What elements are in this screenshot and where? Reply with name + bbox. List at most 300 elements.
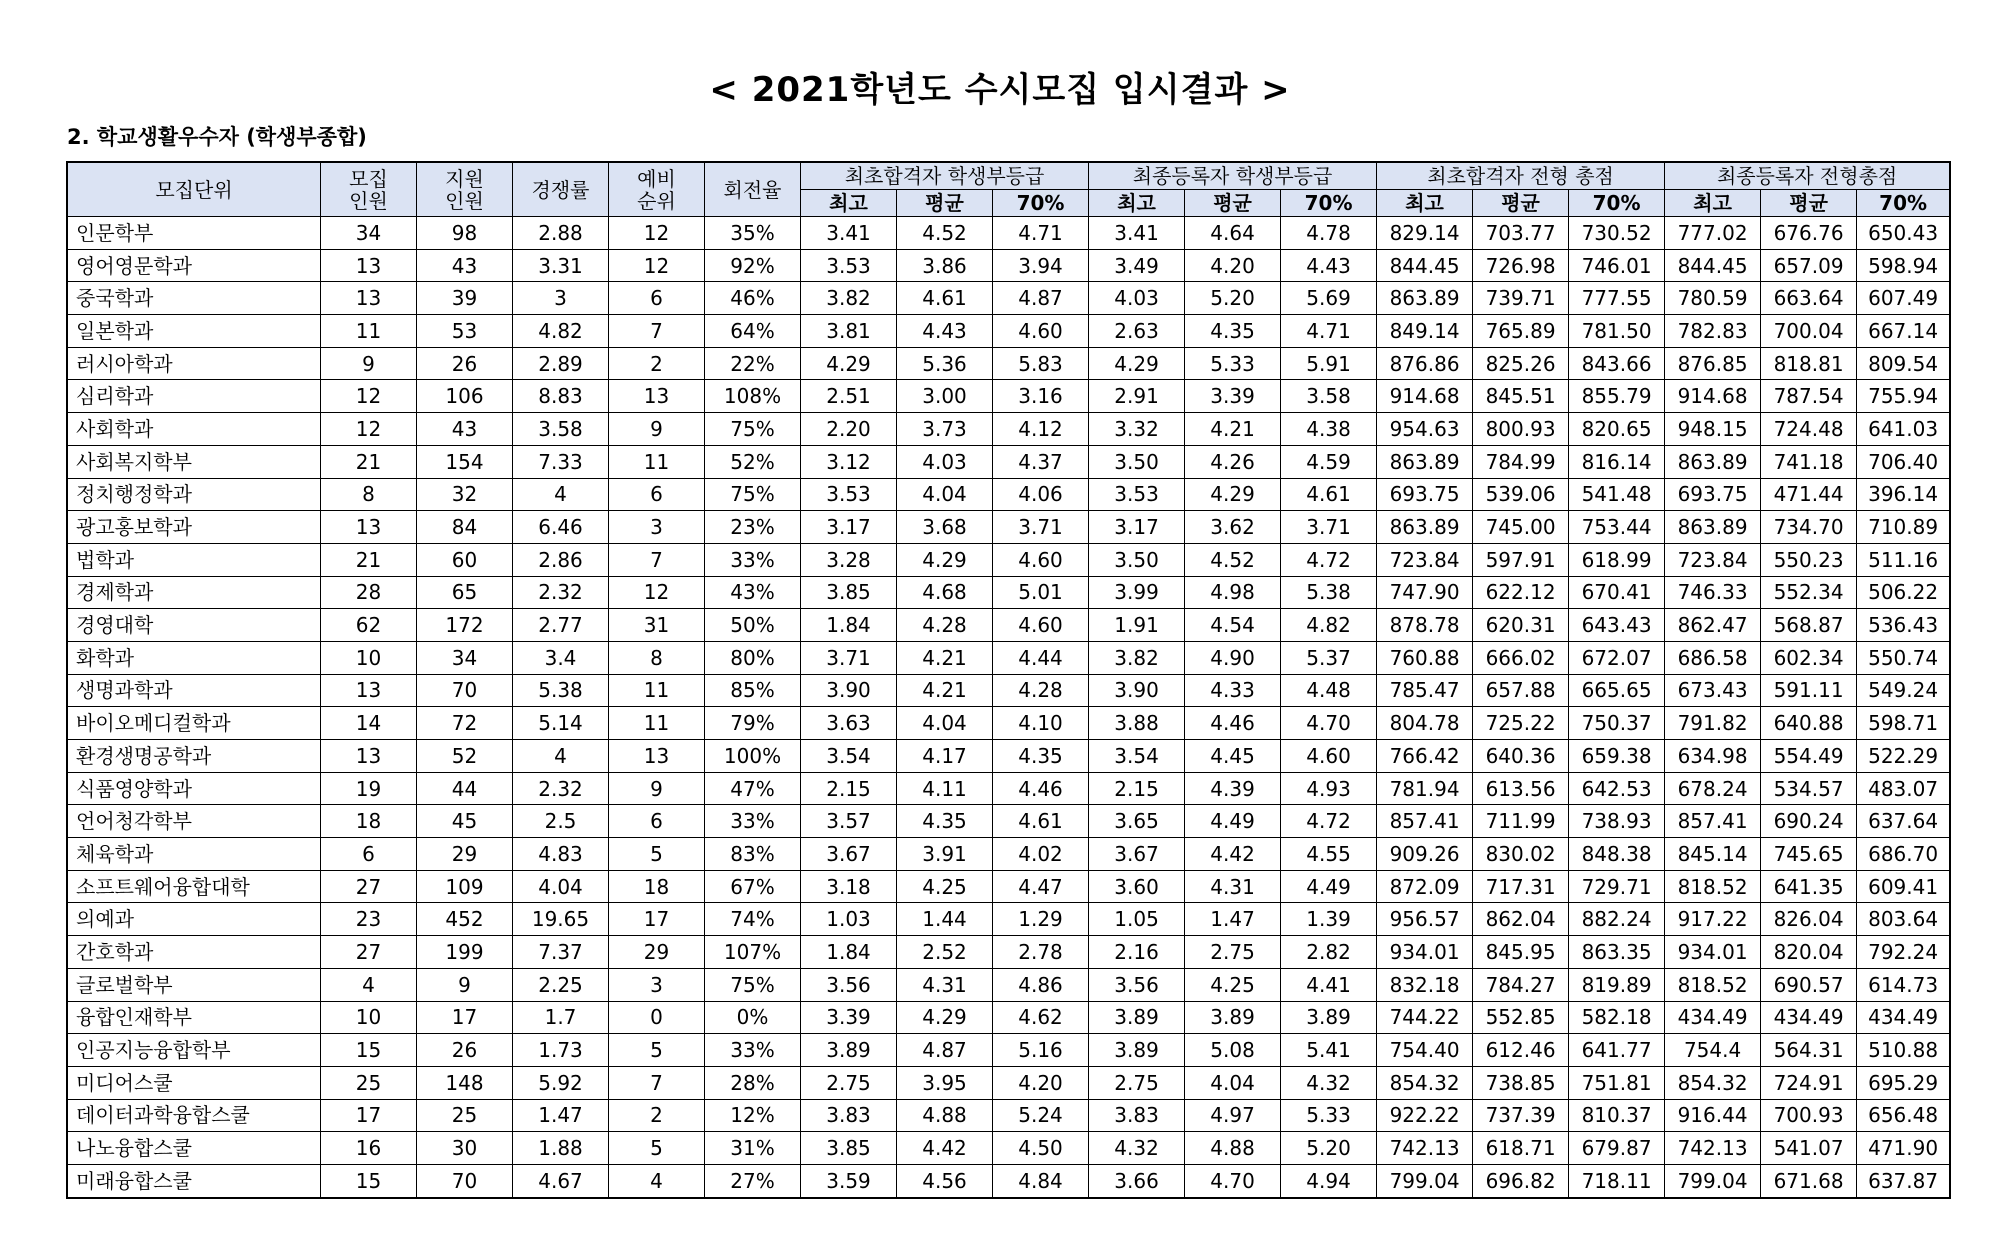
table-cell: 784.99	[1473, 445, 1569, 478]
table-cell: 781.94	[1377, 772, 1473, 805]
table-cell: 18	[609, 870, 705, 903]
table-cell: 28%	[705, 1066, 801, 1099]
table-row	[68, 249, 1950, 282]
table-cell: 4.28	[897, 609, 993, 642]
table-row	[68, 1066, 1950, 1099]
table-cell: 785.47	[1377, 674, 1473, 707]
table-cell: 2.82	[1281, 936, 1377, 969]
table-cell: 4.70	[1281, 707, 1377, 740]
table-cell: 2.15	[1089, 772, 1185, 805]
table-cell: 17	[321, 1099, 417, 1132]
table-cell: 50%	[705, 609, 801, 642]
header-sub-max: 최고	[1089, 190, 1185, 217]
table-cell: 670.41	[1569, 576, 1665, 609]
table-cell: 3.56	[801, 968, 897, 1001]
table-cell: 7.37	[513, 936, 609, 969]
table-cell: 79%	[705, 707, 801, 740]
table-cell: 4.03	[897, 445, 993, 478]
table-row	[68, 1099, 1950, 1132]
table-cell: 706.40	[1857, 445, 1950, 478]
table-cell: 4.72	[1281, 805, 1377, 838]
header-sub-70: 70%	[1281, 190, 1377, 217]
table-cell: 3.12	[801, 445, 897, 478]
table-cell: 2.75	[1185, 936, 1281, 969]
table-cell: 7	[609, 1066, 705, 1099]
table-cell: 723.84	[1377, 543, 1473, 576]
table-cell: 750.37	[1569, 707, 1665, 740]
table-cell: 665.65	[1569, 674, 1665, 707]
table-cell: 3.82	[801, 282, 897, 315]
table-cell: 4.29	[1089, 347, 1185, 380]
table-cell: 1.05	[1089, 903, 1185, 936]
header-applicants	[417, 163, 513, 217]
table-cell: 554.49	[1761, 740, 1857, 773]
table-cell: 3.58	[1281, 380, 1377, 413]
table-cell: 13	[609, 380, 705, 413]
table-cell: 4.94	[1281, 1164, 1377, 1197]
header-rotation: 회전율	[705, 163, 801, 217]
table-cell: 3.17	[1089, 511, 1185, 544]
table-cell-unit: 융합인재학부	[68, 1001, 321, 1034]
table-cell: 717.31	[1473, 870, 1569, 903]
table-cell: 738.85	[1473, 1066, 1569, 1099]
table-cell: 60	[417, 543, 513, 576]
table-cell: 686.70	[1857, 838, 1950, 871]
table-cell: 62	[321, 609, 417, 642]
table-cell: 26	[417, 347, 513, 380]
table-cell: 582.18	[1569, 1001, 1665, 1034]
table-cell-unit: 체육학과	[68, 838, 321, 871]
table-cell: 741.18	[1761, 445, 1857, 478]
table-cell: 718.11	[1569, 1164, 1665, 1197]
table-cell: 7	[609, 315, 705, 348]
table-cell: 711.99	[1473, 805, 1569, 838]
table-cell: 659.38	[1569, 740, 1665, 773]
table-cell: 799.04	[1377, 1164, 1473, 1197]
table-cell: 154	[417, 445, 513, 478]
table-cell: 3.95	[897, 1066, 993, 1099]
table-cell: 746.33	[1665, 576, 1761, 609]
table-cell: 4	[609, 1164, 705, 1197]
table-cell: 849.14	[1377, 315, 1473, 348]
table-cell: 12	[609, 217, 705, 250]
table-cell: 5.14	[513, 707, 609, 740]
table-cell: 2.89	[513, 347, 609, 380]
table-cell: 642.53	[1569, 772, 1665, 805]
table-cell: 2.86	[513, 543, 609, 576]
table-cell: 29	[417, 838, 513, 871]
table-row	[68, 674, 1950, 707]
table-cell: 602.34	[1761, 641, 1857, 674]
table-cell: 52%	[705, 445, 801, 478]
table-cell-unit: 소프트웨어융합대학	[68, 870, 321, 903]
table-cell-unit: 글로벌학부	[68, 968, 321, 1001]
table-cell: 9	[417, 968, 513, 1001]
table-cell: 818.52	[1665, 968, 1761, 1001]
table-cell: 0	[609, 1001, 705, 1034]
table-cell: 730.52	[1569, 217, 1665, 250]
table-row	[68, 1132, 1950, 1165]
table-cell: 863.35	[1569, 936, 1665, 969]
table-cell: 4.55	[1281, 838, 1377, 871]
table-cell: 618.99	[1569, 543, 1665, 576]
table-cell: 3.81	[801, 315, 897, 348]
table-cell: 31	[609, 609, 705, 642]
table-cell: 765.89	[1473, 315, 1569, 348]
table-cell: 3.85	[801, 1132, 897, 1165]
table-cell: 4.42	[897, 1132, 993, 1165]
table-cell: 7	[609, 543, 705, 576]
section-subtitle: 2. 학교생활우수자 (학생부종합)	[67, 125, 367, 149]
table-cell-unit: 화학과	[68, 641, 321, 674]
table-cell: 510.88	[1857, 1034, 1950, 1067]
table-cell: 876.86	[1377, 347, 1473, 380]
table-cell: 4.17	[897, 740, 993, 773]
table-cell: 4.52	[897, 217, 993, 250]
table-cell: 3.56	[1089, 968, 1185, 1001]
table-cell: 541.48	[1569, 478, 1665, 511]
table-cell: 745.65	[1761, 838, 1857, 871]
table-cell: 4.43	[897, 315, 993, 348]
table-row	[68, 445, 1950, 478]
table-cell: 12	[321, 380, 417, 413]
table-cell: 2	[609, 1099, 705, 1132]
table-cell: 703.77	[1473, 217, 1569, 250]
table-cell: 109	[417, 870, 513, 903]
header-sub-max: 최고	[801, 190, 897, 217]
table-cell: 3.86	[897, 249, 993, 282]
table-cell-unit: 미디어스쿨	[68, 1066, 321, 1099]
table-cell: 3.50	[1089, 543, 1185, 576]
table-cell: 5.36	[897, 347, 993, 380]
table-cell: 777.55	[1569, 282, 1665, 315]
table-cell: 46%	[705, 282, 801, 315]
table-cell: 4.32	[1089, 1132, 1185, 1165]
table-cell: 800.93	[1473, 413, 1569, 446]
table-cell: 12%	[705, 1099, 801, 1132]
table-cell: 777.02	[1665, 217, 1761, 250]
table-cell: 33%	[705, 1034, 801, 1067]
table-cell: 948.15	[1665, 413, 1761, 446]
table-cell-unit: 미래융합스쿨	[68, 1164, 321, 1197]
table-cell-unit: 생명과학과	[68, 674, 321, 707]
table-cell: 782.83	[1665, 315, 1761, 348]
table-cell: 4.68	[897, 576, 993, 609]
table-cell: 4.82	[513, 315, 609, 348]
table-cell: 5.20	[1281, 1132, 1377, 1165]
table-cell: 4.46	[1185, 707, 1281, 740]
table-cell: 5.92	[513, 1066, 609, 1099]
table-cell: 671.68	[1761, 1164, 1857, 1197]
table-cell: 2.75	[1089, 1066, 1185, 1099]
table-cell: 2.88	[513, 217, 609, 250]
table-cell: 695.29	[1857, 1066, 1950, 1099]
table-cell: 5.33	[1185, 347, 1281, 380]
table-cell: 5.69	[1281, 282, 1377, 315]
table-cell: 434.49	[1665, 1001, 1761, 1034]
table-cell: 1.84	[801, 936, 897, 969]
table-cell: 614.73	[1857, 968, 1950, 1001]
table-body	[68, 217, 1950, 1198]
table-cell: 108%	[705, 380, 801, 413]
table-cell: 690.24	[1761, 805, 1857, 838]
table-cell: 3.68	[897, 511, 993, 544]
table-cell: 6	[609, 282, 705, 315]
table-cell: 4.35	[1185, 315, 1281, 348]
table-cell: 4.06	[993, 478, 1089, 511]
table-cell: 956.57	[1377, 903, 1473, 936]
table-cell: 4.88	[897, 1099, 993, 1132]
table-cell: 804.78	[1377, 707, 1473, 740]
table-cell: 4.70	[1185, 1164, 1281, 1197]
table-cell: 5.20	[1185, 282, 1281, 315]
table-cell: 0%	[705, 1001, 801, 1034]
table-cell: 724.91	[1761, 1066, 1857, 1099]
table-cell: 43	[417, 413, 513, 446]
table-cell: 5.08	[1185, 1034, 1281, 1067]
table-cell: 745.00	[1473, 511, 1569, 544]
table-cell: 591.11	[1761, 674, 1857, 707]
table-cell: 1.47	[1185, 903, 1281, 936]
table-cell: 3.82	[1089, 641, 1185, 674]
table-row	[68, 576, 1950, 609]
table-cell: 5.33	[1281, 1099, 1377, 1132]
table-cell: 12	[609, 576, 705, 609]
table-cell: 2.78	[993, 936, 1089, 969]
table-cell: 45	[417, 805, 513, 838]
table-cell: 818.81	[1761, 347, 1857, 380]
table-cell: 863.89	[1665, 445, 1761, 478]
table-cell: 564.31	[1761, 1034, 1857, 1067]
header-sub-avg: 평균	[1473, 190, 1569, 217]
table-cell: 784.27	[1473, 968, 1569, 1001]
table-cell: 3.39	[801, 1001, 897, 1034]
table-cell: 4.04	[1185, 1066, 1281, 1099]
header-sub-70: 70%	[993, 190, 1089, 217]
table-cell: 1.03	[801, 903, 897, 936]
table-cell: 483.07	[1857, 772, 1950, 805]
table-cell: 3.49	[1089, 249, 1185, 282]
table-cell: 199	[417, 936, 513, 969]
table-row	[68, 838, 1950, 871]
table-cell: 818.52	[1665, 870, 1761, 903]
table-cell: 744.22	[1377, 1001, 1473, 1034]
table-cell: 4.48	[1281, 674, 1377, 707]
table-cell: 754.4	[1665, 1034, 1761, 1067]
table-cell: 799.04	[1665, 1164, 1761, 1197]
table-cell: 539.06	[1473, 478, 1569, 511]
table-cell: 3.54	[801, 740, 897, 773]
table-row	[68, 347, 1950, 380]
table-row	[68, 1001, 1950, 1034]
table-cell: 4.28	[993, 674, 1089, 707]
table-cell: 9	[321, 347, 417, 380]
table-cell: 667.14	[1857, 315, 1950, 348]
table-cell: 729.71	[1569, 870, 1665, 903]
table-cell: 876.85	[1665, 347, 1761, 380]
table-cell: 9	[609, 772, 705, 805]
table-header	[68, 163, 1950, 217]
table-cell: 819.89	[1569, 968, 1665, 1001]
table-cell: 845.14	[1665, 838, 1761, 871]
table-cell: 4.46	[993, 772, 1089, 805]
table-cell: 21	[321, 543, 417, 576]
table-cell: 26	[417, 1034, 513, 1067]
table-cell: 10	[321, 1001, 417, 1034]
table-cell: 13	[321, 249, 417, 282]
table-cell: 4.50	[993, 1132, 1089, 1165]
table-cell: 3.39	[1185, 380, 1281, 413]
table-cell: 4.62	[993, 1001, 1089, 1034]
table-cell: 8	[321, 478, 417, 511]
table-cell: 622.12	[1473, 576, 1569, 609]
table-cell: 18	[321, 805, 417, 838]
table-cell-unit: 간호학과	[68, 936, 321, 969]
table-cell: 3.91	[897, 838, 993, 871]
table-cell-unit: 경영대학	[68, 609, 321, 642]
table-cell: 803.64	[1857, 903, 1950, 936]
table-cell: 13	[321, 511, 417, 544]
table-cell: 23%	[705, 511, 801, 544]
table-cell: 5.37	[1281, 641, 1377, 674]
table-cell: 4.47	[993, 870, 1089, 903]
table-cell: 4.35	[897, 805, 993, 838]
table-cell: 657.09	[1761, 249, 1857, 282]
table-cell: 8	[609, 641, 705, 674]
table-cell: 16	[321, 1132, 417, 1165]
table-cell: 29	[609, 936, 705, 969]
table-cell: 2.75	[801, 1066, 897, 1099]
table-cell: 1.44	[897, 903, 993, 936]
table-cell: 643.43	[1569, 609, 1665, 642]
table-cell: 80%	[705, 641, 801, 674]
table-cell: 780.59	[1665, 282, 1761, 315]
table-cell: 3.28	[801, 543, 897, 576]
table-cell: 3.54	[1089, 740, 1185, 773]
table-cell: 641.35	[1761, 870, 1857, 903]
table-row	[68, 315, 1950, 348]
table-cell: 471.90	[1857, 1132, 1950, 1165]
table-cell: 5.38	[1281, 576, 1377, 609]
table-row	[68, 609, 1950, 642]
table-cell: 4.54	[1185, 609, 1281, 642]
table-cell: 15	[321, 1034, 417, 1067]
table-cell-unit: 중국학과	[68, 282, 321, 315]
table-cell-unit: 인공지능융합학부	[68, 1034, 321, 1067]
table-cell: 47%	[705, 772, 801, 805]
table-cell: 25	[321, 1066, 417, 1099]
table-cell: 2.25	[513, 968, 609, 1001]
table-row	[68, 936, 1950, 969]
table-cell: 607.49	[1857, 282, 1950, 315]
table-cell: 3.71	[1281, 511, 1377, 544]
header-sub-max: 최고	[1377, 190, 1473, 217]
table-cell-unit: 나노융합스쿨	[68, 1132, 321, 1165]
table-cell: 726.98	[1473, 249, 1569, 282]
table-cell: 4.31	[897, 968, 993, 1001]
table-cell: 845.51	[1473, 380, 1569, 413]
table-cell: 7.33	[513, 445, 609, 478]
table-cell: 4.61	[993, 805, 1089, 838]
table-cell: 820.65	[1569, 413, 1665, 446]
table-cell: 3.53	[1089, 478, 1185, 511]
table-cell: 3.4	[513, 641, 609, 674]
table-cell: 568.87	[1761, 609, 1857, 642]
table-cell: 4.52	[1185, 543, 1281, 576]
table-cell: 98	[417, 217, 513, 250]
table-cell: 4.60	[993, 609, 1089, 642]
table-cell: 4.21	[897, 674, 993, 707]
table-cell: 2.16	[1089, 936, 1185, 969]
table-cell: 914.68	[1377, 380, 1473, 413]
table-cell: 3.83	[1089, 1099, 1185, 1132]
table-cell: 1.29	[993, 903, 1089, 936]
table-row	[68, 740, 1950, 773]
table-cell: 5	[609, 1132, 705, 1165]
table-cell: 44	[417, 772, 513, 805]
table-cell: 4.12	[993, 413, 1089, 446]
table-cell: 809.54	[1857, 347, 1950, 380]
table-cell: 739.71	[1473, 282, 1569, 315]
table-cell-unit: 일본학과	[68, 315, 321, 348]
table-cell: 916.44	[1665, 1099, 1761, 1132]
table-row	[68, 217, 1950, 250]
table-cell: 13	[321, 674, 417, 707]
table-cell: 4.43	[1281, 249, 1377, 282]
table-cell: 4.20	[1185, 249, 1281, 282]
table-cell: 598.94	[1857, 249, 1950, 282]
table-cell: 3.41	[1089, 217, 1185, 250]
table-cell: 3.53	[801, 478, 897, 511]
table-cell: 3.67	[1089, 838, 1185, 871]
header-waitlist	[609, 163, 705, 217]
table-row	[68, 413, 1950, 446]
header-sub-avg: 평균	[897, 190, 993, 217]
table-cell: 792.24	[1857, 936, 1950, 969]
table-cell: 552.34	[1761, 576, 1857, 609]
table-cell: 5	[609, 1034, 705, 1067]
results-table	[67, 162, 1950, 1198]
table-cell: 640.88	[1761, 707, 1857, 740]
header-waitlist-label: 예비 순위	[637, 166, 676, 213]
table-cell: 2.32	[513, 772, 609, 805]
table-cell: 863.89	[1665, 511, 1761, 544]
table-cell: 5	[609, 838, 705, 871]
table-cell: 613.56	[1473, 772, 1569, 805]
table-cell: 4.64	[1185, 217, 1281, 250]
table-cell: 4.02	[993, 838, 1089, 871]
table-cell: 700.04	[1761, 315, 1857, 348]
table-cell: 696.82	[1473, 1164, 1569, 1197]
page-title: < 2021학년도 수시모집 입시결과 >	[709, 70, 1291, 110]
table-cell: 2.32	[513, 576, 609, 609]
table-cell-unit: 정치행정학과	[68, 478, 321, 511]
table-cell: 3.89	[801, 1034, 897, 1067]
table-cell: 2.51	[801, 380, 897, 413]
table-cell: 13	[609, 740, 705, 773]
table-cell-unit: 심리학과	[68, 380, 321, 413]
table-cell: 4.60	[993, 315, 1089, 348]
table-cell: 4.56	[897, 1164, 993, 1197]
table-cell: 452	[417, 903, 513, 936]
header-group-initial-grade: 최초합격자 학생부등급	[801, 163, 1089, 190]
table-cell-unit: 인문학부	[68, 217, 321, 250]
table-cell: 830.02	[1473, 838, 1569, 871]
table-cell: 4.21	[897, 641, 993, 674]
table-cell: 754.40	[1377, 1034, 1473, 1067]
table-cell: 954.63	[1377, 413, 1473, 446]
table-cell: 106	[417, 380, 513, 413]
